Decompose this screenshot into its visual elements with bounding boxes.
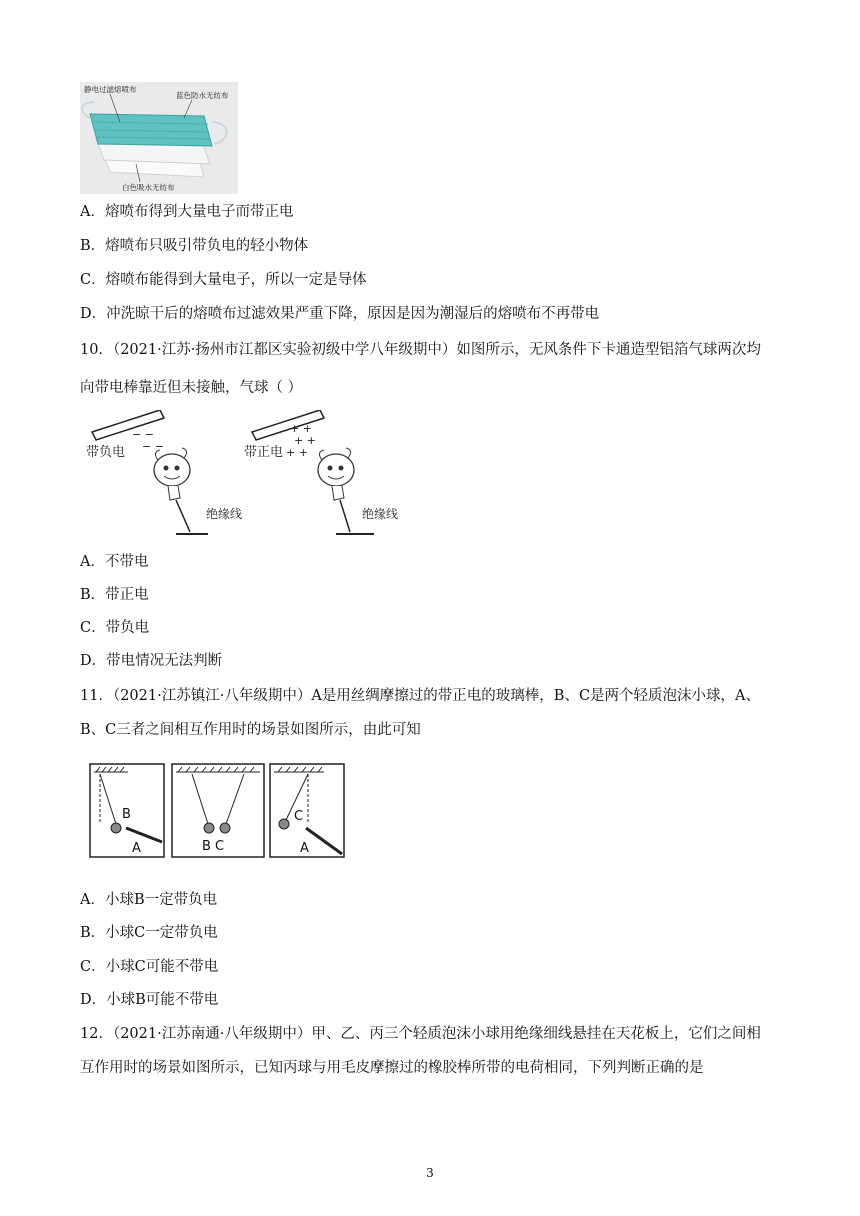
- panel1-rod-label: A: [132, 841, 141, 856]
- q11-option-c: C．小球C可能不带电: [80, 959, 219, 975]
- mask-illustration: [80, 82, 238, 194]
- q10-option-c: C．带负电: [80, 620, 150, 636]
- q12-stem-line1: 12．（2021·江苏南通·八年级期中）甲、乙、丙三个轻质泡沫小球用绝缘细线悬挂在天花板上，它们之间相: [80, 1026, 761, 1042]
- q11-stem-line1: 11．（2021·江苏镇江·八年级期中）A是用丝绸摩擦过的带正电的玻璃棒，B、C是两个轻质泡沫小球，A、: [80, 688, 761, 704]
- q10-stem-line2: 向带电棒靠近但未接触，气球（ ）: [80, 380, 303, 396]
- page-number: 3: [426, 1166, 434, 1180]
- pendulum-figure: [88, 762, 348, 860]
- q9-option-b: B．熔喷布只吸引带负电的轻小物体: [80, 238, 309, 254]
- q10-stem-line1: 10．（2021·江苏·扬州市江都区实验初级中学八年级期中）如图所示，无风条件下卡通造型铝箔气球两次均: [80, 342, 761, 358]
- svg-text:+ +: + +: [290, 422, 312, 435]
- q9-option-c: C．熔喷布能得到大量电子，所以一定是导体: [80, 272, 367, 288]
- right-thread-label: 绝缘线: [362, 507, 399, 521]
- mask-figure: [80, 82, 238, 194]
- svg-text:− −: − −: [142, 440, 164, 453]
- balloon-illustration: [80, 410, 400, 540]
- mask-label-blue: 蓝色防水无纺布: [176, 91, 229, 100]
- panel2-balls-label: B C: [202, 839, 225, 854]
- q11-option-d: D．小球B可能不带电: [80, 992, 219, 1008]
- left-rod-label: 带负电: [86, 445, 126, 460]
- q9-option-d: D．冲洗晾干后的熔喷布过滤效果严重下降，原因是因为潮湿后的熔喷布不再带电: [80, 306, 600, 322]
- q12-stem-line2: 互作用时的场景如图所示，已知丙球与用毛皮摩擦过的橡胶棒所带的电荷相同，下列判断正确的是: [80, 1060, 704, 1076]
- q11-stem-line2: B、C三者之间相互作用时的场景如图所示，由此可知: [80, 722, 421, 738]
- balloon-figure: [80, 410, 400, 540]
- svg-text:+ +: + +: [286, 446, 308, 459]
- pendulum-illustration: [88, 762, 348, 860]
- q11-option-a: A．小球B一定带负电: [80, 892, 218, 908]
- q10-option-d: D．带电情况无法判断: [80, 653, 223, 669]
- q11-option-b: B．小球C一定带负电: [80, 925, 218, 941]
- q9-option-a: A．熔喷布得到大量电子而带正电: [80, 204, 294, 220]
- panel3-ball-label: C: [294, 809, 304, 824]
- q10-option-b: B．带正电: [80, 587, 149, 603]
- panel1-ball-label: B: [122, 807, 131, 822]
- mask-label-white: 白色吸水无纺布: [122, 183, 175, 192]
- svg-text:+ +: + +: [294, 434, 316, 447]
- svg-text:− −: − −: [132, 428, 154, 441]
- right-rod-label: 带正电: [244, 445, 284, 460]
- left-thread-label: 绝缘线: [206, 507, 243, 521]
- q10-option-a: A．不带电: [80, 554, 149, 570]
- mask-label-melt-blown: 静电过滤熔喷布: [84, 85, 137, 94]
- panel3-rod-label: A: [300, 841, 309, 856]
